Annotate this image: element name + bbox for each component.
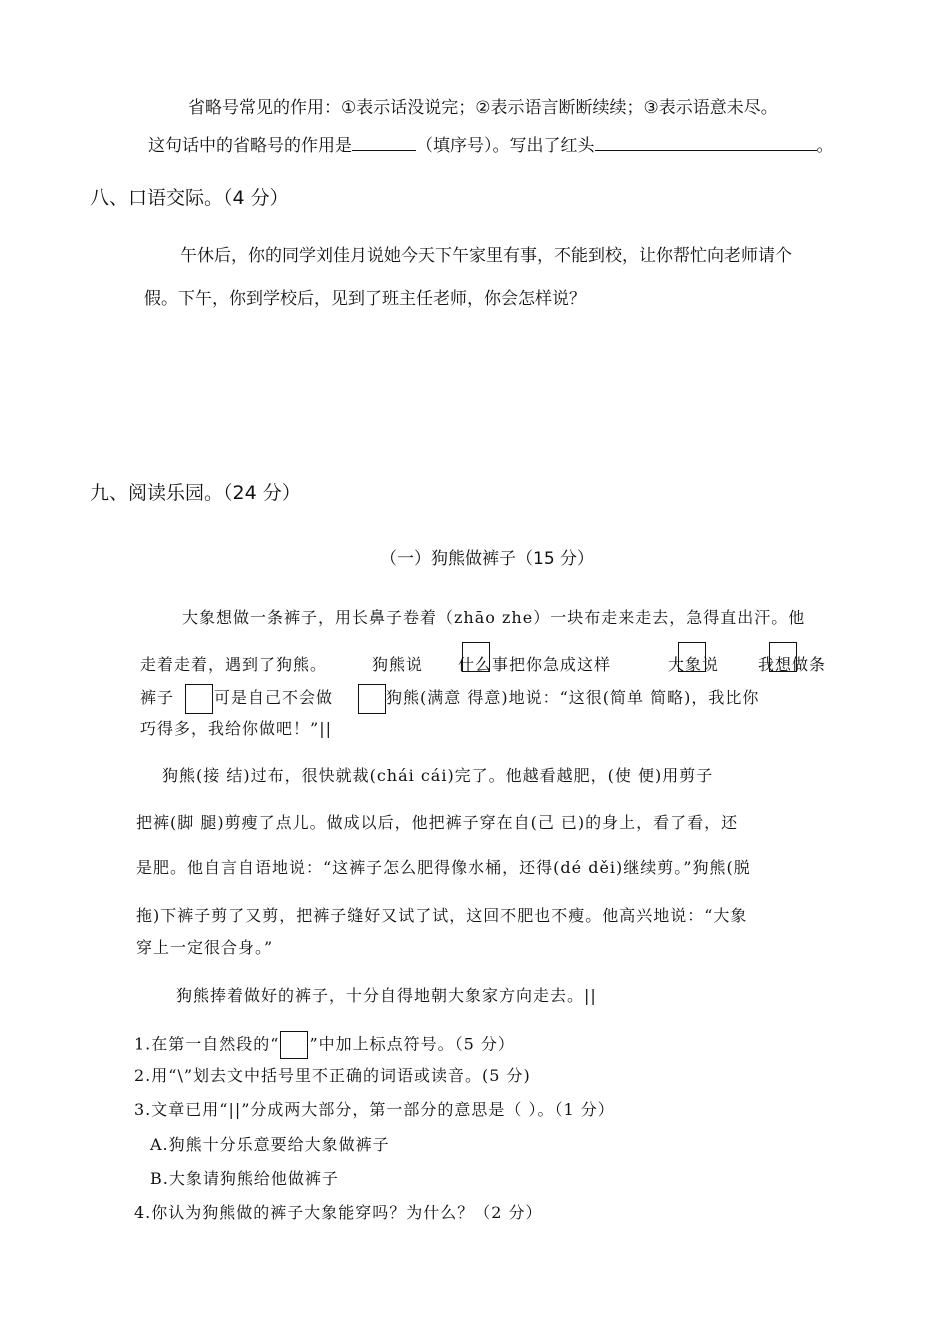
p2-line-4: 拖)下裤子剪了又剪，把裤子缝好又试了试，这回不肥也不瘦。他高兴地说：“大象 <box>136 906 748 925</box>
p2-line-2: 把裤(脚 腿)剪瘦了点儿。做成以后，他把裤子穿在自(己 已)的身上，看了看，还 <box>136 813 739 832</box>
question-1 <box>134 1031 515 1059</box>
p3-line <box>176 985 597 1007</box>
p2-line-3: 是肥。他自言自语地说：“这裤子怎么肥得像水桶，还得(dé děi)继续剪。”狗熊(脱 <box>136 858 751 877</box>
punctuation-box-1[interactable] <box>462 642 490 672</box>
part-divider-2: || <box>584 986 597 1005</box>
question-4: 4.你认为狗熊做的裤子大象能穿吗？为什么？（2 分） <box>134 1203 543 1222</box>
punctuation-box-4[interactable] <box>185 684 213 714</box>
section-8-para-line-2: 假。下午，你到学校后，见到了班主任老师，你会怎样说？ <box>144 289 586 309</box>
question-text-end: 。 <box>816 136 834 156</box>
p1-line-3b: 可是自己不会做 <box>214 688 334 707</box>
question-3-option-b[interactable]: B.大象请狗熊给他做裤子 <box>150 1169 339 1188</box>
punctuation-box-2[interactable] <box>678 642 706 672</box>
question-text-a: 这句话中的省略号的作用是 <box>148 136 352 156</box>
question-2: 2.用“\”划去文中括号里不正确的词语或读音。(5 分) <box>134 1066 531 1085</box>
p1-line-4 <box>140 718 332 740</box>
question-1-text-a: 1.在第一自然段的“ <box>134 1034 280 1054</box>
p1-line-3c: 狗熊(满意 得意)地说：“这很(简单 简略)，我比你 <box>386 688 760 707</box>
punctuation-box-5[interactable] <box>358 684 386 714</box>
p1-line-1: 大象想做一条裤子，用长鼻子卷着（zhāo zhe）一块布走来走去，急得直出汗。他 <box>182 608 806 627</box>
p1-line-2a: 走着走着，遇到了狗熊。 <box>140 655 328 674</box>
answer-blank-1[interactable] <box>352 134 416 151</box>
ellipsis-question-line <box>148 134 834 157</box>
p1-line-2b: 狗熊说 <box>372 655 424 674</box>
p1-line-2c: 什么事把你急成这样 <box>458 655 612 674</box>
p1-line-3a: 裤子 <box>140 688 175 707</box>
p1-line-4-text: 巧得多，我给你做吧！” <box>140 719 320 738</box>
answer-blank-2[interactable] <box>595 134 817 151</box>
question-3-option-a[interactable]: A.狗熊十分乐意要给大象做裤子 <box>150 1135 390 1154</box>
question-1-box <box>280 1031 308 1059</box>
section-8-para-line-1: 午休后，你的同学刘佳月说她今天下午家里有事，不能到校，让你帮忙向老师请个 <box>180 246 792 266</box>
reading-subtitle: （一）狗熊做裤子（15 分） <box>380 549 595 569</box>
question-1-text-b: ”中加上标点符号。（5 分） <box>309 1034 515 1054</box>
question-3: 3.文章已用“||”分成两大部分，第一部分的意思是（ ）。（1 分） <box>134 1100 615 1119</box>
p1-line-2d: 大象说 <box>668 655 720 674</box>
ellipsis-usage-line: 省略号常见的作用：①表示话没说完；②表示语言断断续续；③表示语意未尽。 <box>188 98 778 118</box>
question-text-b: （填序号）。写出了红头 <box>416 136 595 156</box>
p2-line-5: 穿上一定很合身。” <box>136 938 274 957</box>
p2-line-1: 狗熊(接 结)过布，很快就裁(chái cái)完了。他越看越肥，(使 便)用剪子 <box>162 766 714 785</box>
p1-line-2e: 我想做条 <box>758 655 827 674</box>
section-8-title: 八、口语交际。（4 分） <box>90 187 289 209</box>
part-divider-1: || <box>319 719 332 738</box>
p3-text: 狗熊捧着做好的裤子，十分自得地朝大象家方向走去。 <box>176 986 585 1005</box>
punctuation-box-3[interactable] <box>769 642 797 672</box>
section-9-title: 九、阅读乐园。（24 分） <box>90 482 301 504</box>
